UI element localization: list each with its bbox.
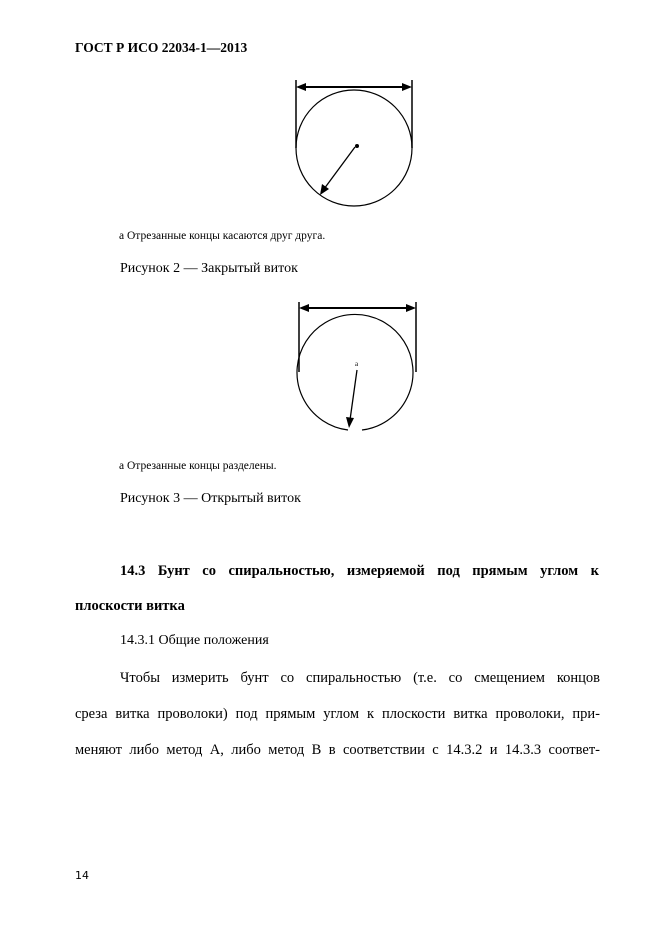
page-number: 14 (75, 869, 89, 882)
fig3-arrow-shaft (350, 370, 357, 420)
body-text-line-1: Чтобы измерить бунт со спиральностью (т.е. со смещением концов (120, 670, 600, 686)
section-heading-line-2: плоскости витка (75, 598, 185, 614)
fig3-dim-arrow-left (299, 304, 309, 312)
figure-3-label: a (355, 360, 359, 368)
document-header: ГОСТ Р ИСО 22034-1—2013 (75, 40, 248, 55)
fig3-dim-arrow-right (406, 304, 416, 312)
body-text-line-3: меняют либо метод А, либо метод В в соответствии с 14.3.2 и 14.3.3 соответ- (75, 742, 600, 758)
figure-3-note: а Отрезанные концы разделены. (119, 460, 277, 472)
figure-2-caption: Рисунок 2 — Закрытый виток (120, 261, 298, 276)
figure-3-caption: Рисунок 3 — Открытый виток (120, 491, 301, 506)
body-text-line-2: среза витка проволоки) под прямым углом к плоскости витка проволоки, при- (75, 706, 600, 722)
fig3-open-coil-arc (297, 314, 413, 430)
subsection-heading: 14.3.1 Общие положения (120, 633, 269, 648)
section-heading-line-1: 14.3 Бунт со спиральностью, измеряемой под прямым углом к (120, 563, 599, 579)
fig3-arrow-head (346, 417, 354, 428)
figure-2-note: а Отрезанные концы касаются друг друга. (119, 230, 326, 242)
